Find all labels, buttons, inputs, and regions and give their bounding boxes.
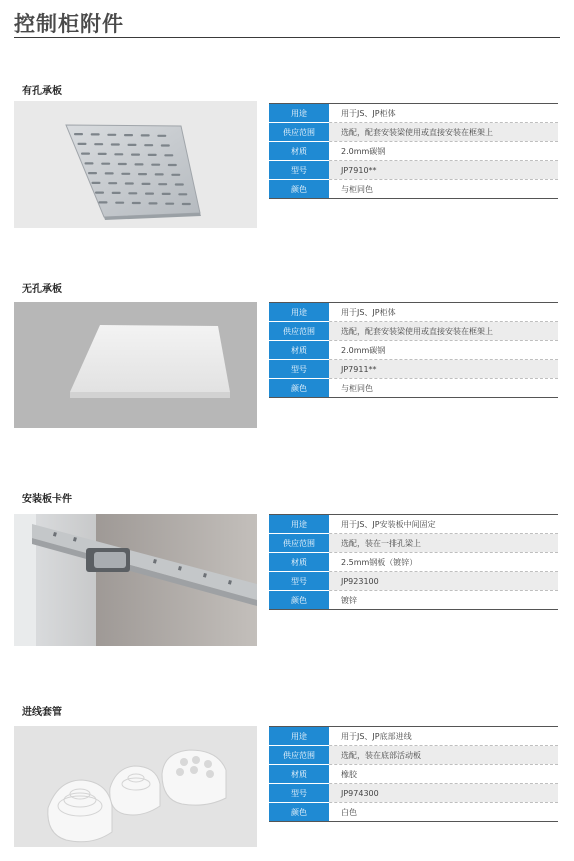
spec-row	[269, 104, 558, 122]
plate-slot	[112, 192, 121, 194]
spec-row	[269, 552, 558, 571]
spec-row	[269, 745, 558, 764]
spec-value: 选配，配套安装梁使用或直接安装在框架上	[329, 123, 558, 141]
section-title-cable-grommet: 进线套管	[22, 707, 62, 718]
plate-slot	[132, 202, 141, 204]
spec-value: 用于JS、JP柜体	[341, 108, 396, 118]
plate-slot	[99, 201, 108, 203]
spec-row	[269, 590, 558, 609]
spec-row	[269, 727, 558, 745]
spec-row	[269, 571, 558, 590]
plate-slot	[81, 153, 90, 155]
mounting-clip-photo	[14, 514, 257, 646]
plate-slot	[118, 163, 127, 165]
plate-slot	[125, 182, 134, 184]
spec-table-cable-grommet	[269, 726, 558, 822]
plate-slot	[145, 193, 154, 195]
spec-label: 颜色	[269, 378, 329, 397]
plate-slot	[168, 164, 177, 166]
spec-value: JP974300	[329, 784, 558, 802]
plate-slot	[158, 183, 167, 185]
spec-label: 材质	[269, 552, 329, 571]
plate-slot	[151, 164, 160, 166]
spec-value: 2.5mm钢板（镀锌）	[341, 557, 418, 567]
plate-slot	[111, 143, 120, 145]
plate-slot	[107, 134, 116, 136]
spec-row	[269, 160, 558, 179]
spec-label: 材质	[269, 764, 329, 783]
spec-value: 橡胶	[341, 769, 357, 779]
plate-slot	[92, 182, 101, 184]
plate-slot	[149, 202, 158, 204]
plate-slot	[148, 154, 157, 156]
plate-slot	[114, 153, 123, 155]
plate-slot	[101, 163, 110, 165]
spec-label: 材质	[269, 340, 329, 359]
plate-slot	[135, 163, 144, 165]
spec-row	[269, 783, 558, 802]
section-title-solid-plate: 无孔承板	[22, 284, 62, 295]
spec-label: 用途	[269, 727, 329, 745]
plate-slot	[95, 192, 104, 194]
cable-grommet-photo	[14, 726, 257, 847]
title-divider	[14, 37, 560, 38]
spec-value: 用于JS、JP安装板中间固定	[341, 519, 436, 529]
spec-row	[269, 179, 558, 198]
spec-row	[269, 303, 558, 321]
plate-slot	[128, 192, 137, 194]
spec-row	[269, 533, 558, 552]
spec-value: 与柜同色	[341, 383, 373, 393]
spec-value: JP7910**	[329, 161, 558, 179]
plate-slot	[128, 144, 137, 146]
spec-value: 与柜同色	[341, 184, 373, 194]
spec-label: 颜色	[269, 590, 329, 609]
spec-label: 型号	[269, 160, 329, 179]
spec-table-solid-plate	[269, 302, 558, 398]
spec-table-mounting-clip	[269, 514, 558, 610]
page-title: 控制柜附件	[14, 12, 124, 36]
plate-slot	[124, 134, 133, 136]
spec-label: 供应范围	[269, 122, 329, 141]
spec-label: 供应范围	[269, 321, 329, 340]
plate-slot	[144, 144, 153, 146]
spec-row	[269, 340, 558, 359]
plate-slot	[105, 172, 114, 174]
spec-label: 颜色	[269, 179, 329, 198]
plate-slot	[94, 143, 103, 145]
plate-slot	[162, 193, 171, 195]
plate-slot	[131, 154, 140, 156]
solid-plate-photo	[14, 302, 257, 428]
spec-label: 供应范围	[269, 745, 329, 764]
plate-slot	[121, 173, 130, 175]
plate-slot	[182, 203, 191, 205]
spec-row	[269, 515, 558, 533]
spec-value: 白色	[341, 807, 357, 817]
spec-label: 型号	[269, 783, 329, 802]
spec-value: 2.0mm碳钢	[341, 345, 386, 355]
spec-row	[269, 122, 558, 141]
spec-value: 选配，装在底部活动板	[329, 746, 558, 764]
spec-row	[269, 321, 558, 340]
plate-slot	[142, 183, 151, 185]
spec-value: 2.0mm碳钢	[341, 146, 386, 156]
spec-value: 选配，装在一排孔梁上	[329, 534, 558, 552]
spec-value: 选配，配套安装梁使用或直接安装在框架上	[329, 322, 558, 340]
spec-label: 用途	[269, 515, 329, 533]
spec-label: 型号	[269, 571, 329, 590]
spec-label: 用途	[269, 303, 329, 321]
plate-slot	[108, 182, 117, 184]
spec-value: 用于JS、JP柜体	[341, 307, 396, 317]
spec-label: 颜色	[269, 802, 329, 821]
spec-table-perforated-plate	[269, 103, 558, 199]
plate-slot	[78, 143, 87, 145]
spec-row	[269, 141, 558, 160]
plate-slot	[161, 144, 170, 146]
plate-slot	[164, 154, 173, 156]
spec-value: JP7911**	[329, 360, 558, 378]
spec-value: JP923100	[329, 572, 558, 590]
plate-slot	[88, 172, 97, 174]
spec-label: 型号	[269, 359, 329, 378]
spec-row	[269, 359, 558, 378]
plate-slot	[157, 135, 166, 137]
plate-slot	[171, 174, 180, 176]
spec-label: 供应范围	[269, 533, 329, 552]
plate-slot	[98, 153, 107, 155]
plate-slot	[141, 134, 150, 136]
spec-value: 镀锌	[341, 595, 357, 605]
perforated-plate-photo	[14, 101, 257, 228]
spec-label: 材质	[269, 141, 329, 160]
plate-slot	[175, 183, 184, 185]
spec-value: 用于JS、JP底部进线	[341, 731, 412, 741]
spec-row	[269, 378, 558, 397]
plate-slot	[115, 202, 124, 204]
plate-slot	[91, 133, 100, 135]
plate-slot	[74, 133, 83, 135]
spec-label: 用途	[269, 104, 329, 122]
plate-slot	[178, 193, 187, 195]
plate-slot	[165, 203, 174, 205]
section-title-mounting-clip: 安装板卡件	[22, 494, 72, 505]
spec-row	[269, 764, 558, 783]
plate-slot	[138, 173, 147, 175]
section-title-perforated-plate: 有孔承板	[22, 86, 62, 97]
plate-slot	[85, 162, 94, 164]
spec-row	[269, 802, 558, 821]
plate-slot	[155, 173, 164, 175]
